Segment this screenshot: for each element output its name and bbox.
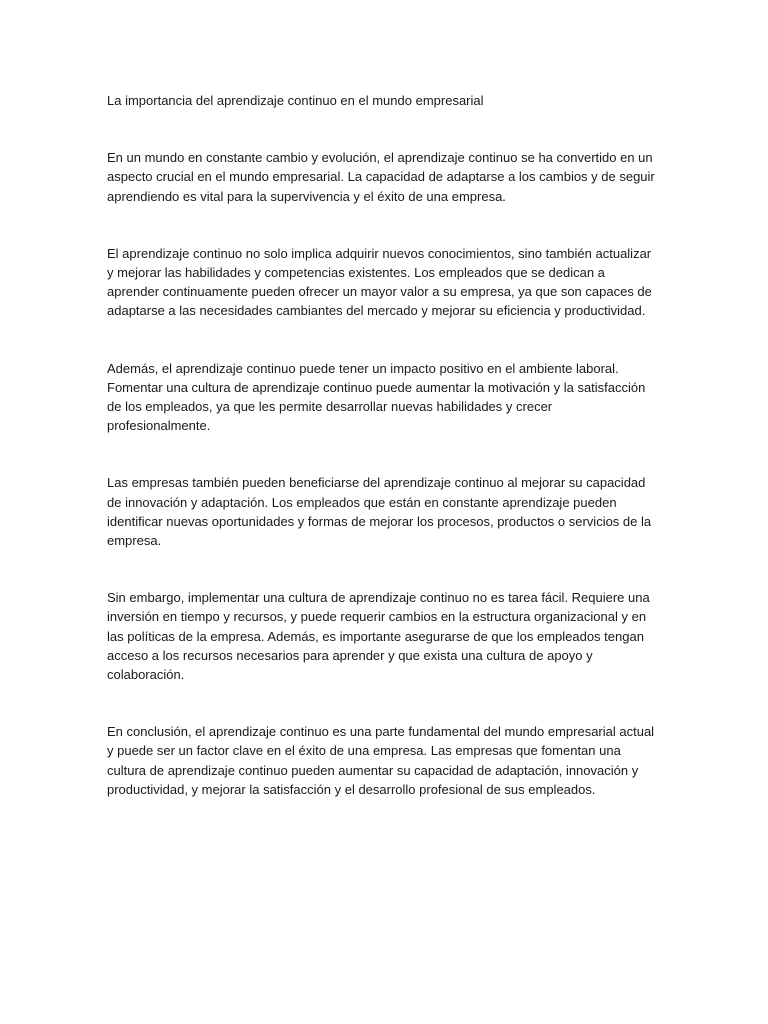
document-title: La importancia del aprendizaje continuo en el mundo empresarial [107,93,484,108]
paragraph-conclusion: En conclusión, el aprendizaje continuo es una parte fundamental del mundo empresarial actual y puede ser un factor clave en el éxito de una empresa. Las empresas que fomentan una cultura de aprendizaje continuo pueden aumentar su capacidad de adaptación, innovación y productividad, y mejorar la satisfacción y el desarrollo profesional de sus empleados. [107,724,655,797]
document-body [107,91,659,799]
paragraph-work-environment: Además, el aprendizaje continuo puede tener un impacto positivo en el ambiente laboral. Fomentar una cultura de aprendizaje continuo puede aumentar la motivación y la satisfacción de los empleados, ya que les permite desarrollar nuevas habilidades y crecer profesionalmente. [107,360,646,434]
paragraph-innovation: Las empresas también pueden beneficiarse del aprendizaje continuo al mejorar su capacidad de innovación y adaptación. Los empleados que están en constante aprendizaje pueden identificar nuevas oportunidades y formas de mejorar los procesos, productos o servicios de la empresa. [107,475,652,549]
paragraph-intro: En un mundo en constante cambio y evolución, el aprendizaje continuo se ha convertido en un aspecto crucial en el mundo empresarial. La capacidad de adaptarse a los cambios y de seguir aprendiendo es vital para la supervivencia y el éxito de una empresa. [107,150,655,204]
paragraph-skills: El aprendizaje continuo no solo implica adquirir nuevos conocimientos, sino también actualizar y mejorar las habilidades y competencias existentes. Los empleados que se dedican a aprender continuamente pueden ofrecer un mayor valor a su empresa, ya que son capaces de adaptarse a las necesidades cambiantes del mercado y mejorar su eficiencia y productividad. [107,245,652,319]
paragraph-challenges: Sin embargo, implementar una cultura de aprendizaje continuo no es tarea fácil. Requiere una inversión en tiempo y recursos, y puede requerir cambios en la estructura organizacional y en las políticas de la empresa. Además, es importante asegurarse de que los empleados tengan acceso a los recursos necesarios para aprender y que exista una cultura de apoyo y colaboración. [107,590,650,683]
